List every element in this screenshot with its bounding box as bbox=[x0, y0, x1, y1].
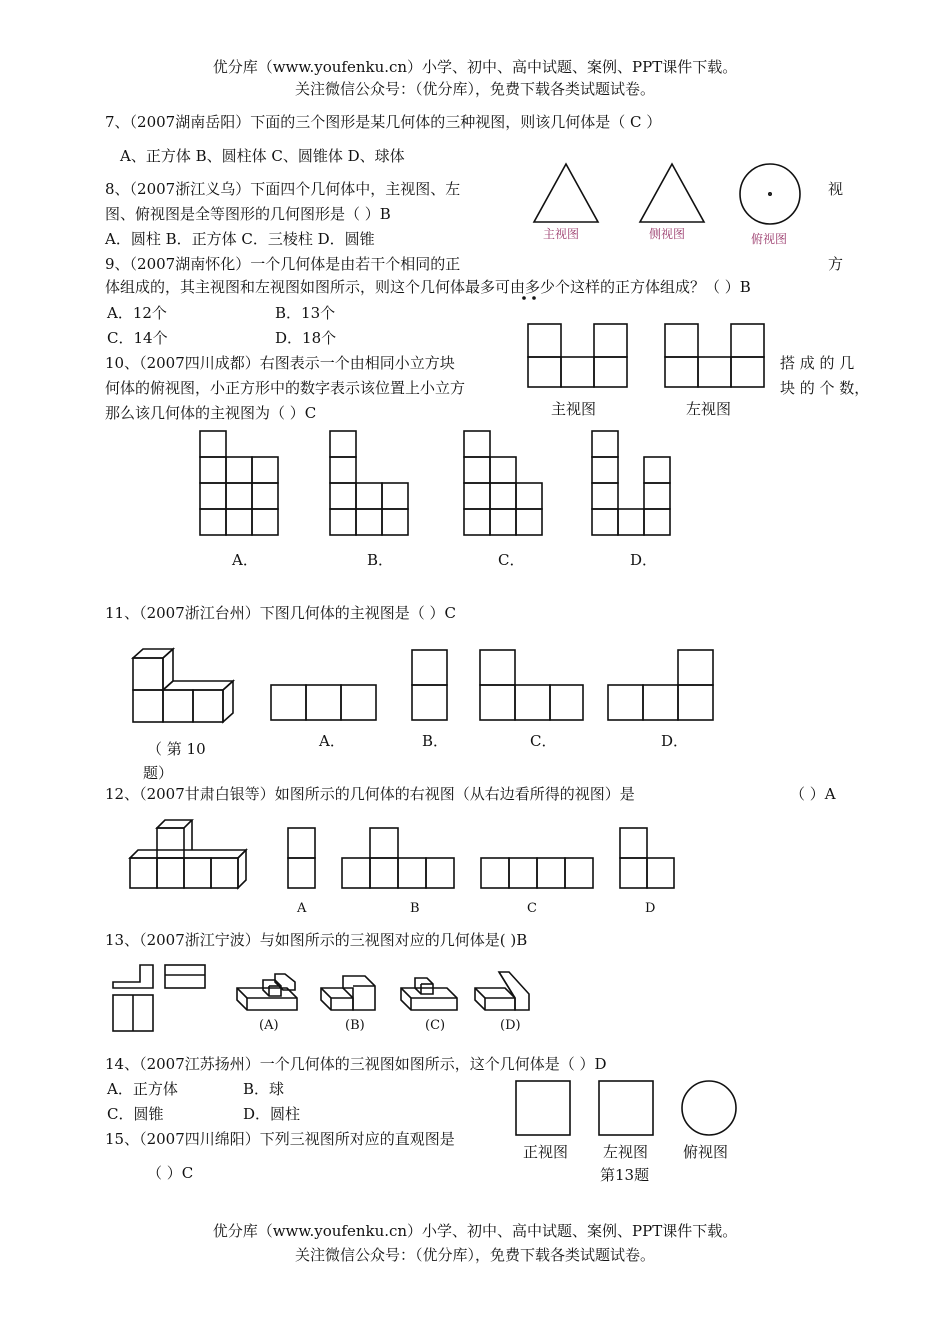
q8-label-side: 侧视图 bbox=[649, 227, 686, 241]
q11-figure bbox=[125, 645, 725, 730]
q10-line-1-end: 搭 成 的 几 bbox=[780, 354, 855, 372]
top-view-center-dot bbox=[769, 193, 771, 195]
q12-option-d-label: D bbox=[645, 901, 656, 916]
q9-option-a: A．12个 bbox=[107, 304, 167, 322]
header-line-1: 优分库（www.youfenku.cn）小学、初中、高中试题、案例、PPT课件下载。 bbox=[212, 58, 738, 76]
q14-left-view bbox=[599, 1081, 653, 1135]
q14-option-a: A．正方体 bbox=[107, 1080, 178, 1098]
footer-line-2: 关注微信公众号：（优分库），免费下载各类试题试卷。 bbox=[294, 1246, 655, 1264]
q10-line-1: 10、（2007四川成都）右图表示一个由相同小立方块 bbox=[105, 354, 455, 372]
side-view-triangle bbox=[640, 164, 704, 222]
q11-caption-line-1: （ 第 10 bbox=[147, 740, 206, 758]
q13-option-b-solid bbox=[321, 976, 375, 1010]
q7-three-views-figure bbox=[530, 160, 810, 230]
q11-option-c-view bbox=[480, 650, 583, 720]
q13-option-b-label: (B) bbox=[345, 1018, 365, 1033]
q12-figure bbox=[125, 815, 685, 895]
q14-option-d: D．圆柱 bbox=[243, 1105, 301, 1123]
q12-option-c-label: C bbox=[527, 901, 537, 916]
q12-option-b-view bbox=[342, 828, 454, 888]
q13-figure bbox=[105, 960, 545, 1035]
q8-line-1: 8、（2007浙江义乌）下面四个几何体中，主视图、左 bbox=[105, 180, 461, 198]
footer-line-1: 优分库（www.youfenku.cn）小学、初中、高中试题、案例、PPT课件下载。 bbox=[212, 1222, 738, 1240]
q14-label-front: 正视图 bbox=[523, 1143, 569, 1161]
q9-line-1-end: 方 bbox=[828, 255, 844, 273]
q10-option-c-label: C． bbox=[498, 551, 525, 569]
top-view-circle bbox=[740, 164, 800, 224]
q8-line-2: 图、俯视图是全等图形的几何图形是（ ）B bbox=[105, 205, 391, 223]
q8-label-front: 主视图 bbox=[543, 227, 580, 241]
q8-options: A．圆柱 B．正方体 C．三棱柱 D．圆锥 bbox=[105, 230, 375, 248]
header-line-2: 关注微信公众号：（优分库），免费下载各类试题试卷。 bbox=[294, 80, 655, 98]
q9-option-b: B．13个 bbox=[275, 304, 336, 322]
q8-line-1-end: 视 bbox=[828, 180, 844, 198]
q8-label-top: 俯视图 bbox=[751, 232, 788, 246]
q9-front-view bbox=[528, 324, 627, 387]
q9-option-d: D．18个 bbox=[275, 329, 337, 347]
q14-top-view bbox=[682, 1081, 736, 1135]
q10-line-2: 何体的俯视图，小正方形中的数字表示该位置上小立方 bbox=[105, 379, 466, 397]
q9-label-front: 主视图 bbox=[551, 400, 597, 418]
q14-label-top: 俯视图 bbox=[683, 1143, 729, 1161]
q11-option-c-label: C． bbox=[530, 732, 557, 750]
q12-option-a-label: A bbox=[297, 901, 307, 916]
q11-option-a-label: A． bbox=[319, 732, 345, 750]
q7-stem: 7、（2007湖南岳阳）下面的三个图形是某几何体的三种视图，则该几何体是（ C ） bbox=[105, 113, 662, 131]
q13-option-a-label: (A) bbox=[259, 1018, 279, 1033]
q14-views-figure bbox=[510, 1075, 750, 1145]
q12-solid bbox=[130, 820, 246, 888]
q14-figure-caption: 第13题 bbox=[600, 1166, 650, 1184]
q12-option-a-view bbox=[288, 828, 315, 888]
q14-front-view bbox=[516, 1081, 570, 1135]
q11-stem: 11、（2007浙江台州）下图几何体的主视图是（ ）C bbox=[105, 604, 457, 622]
q11-option-b-view bbox=[412, 650, 447, 720]
q11-option-b-label: B． bbox=[422, 732, 449, 750]
q13-option-d-solid bbox=[475, 972, 529, 1010]
q11-option-d-view bbox=[608, 650, 713, 720]
q13-stem: 13、（2007浙江宁波）与如图所示的三视图对应的几何体是( )B bbox=[105, 931, 528, 949]
q14-option-c: C．圆锥 bbox=[107, 1105, 164, 1123]
q9-option-c: C．14个 bbox=[107, 329, 168, 347]
q11-option-d-label: D． bbox=[661, 732, 689, 750]
q10-option-d-view bbox=[592, 431, 670, 535]
q10-option-a-label: A． bbox=[232, 551, 258, 569]
q14-stem: 14、（2007江苏扬州）一个几何体的三视图如图所示，这个几何体是（ ）D bbox=[105, 1055, 607, 1073]
q13-three-views bbox=[113, 965, 205, 1031]
q11-solid bbox=[133, 649, 233, 722]
q11-caption-line-2: 题） bbox=[143, 764, 174, 782]
q13-option-c-label: (C) bbox=[425, 1018, 446, 1033]
q10-option-b-label: B． bbox=[367, 551, 394, 569]
q9-left-view bbox=[665, 324, 764, 387]
q10-options-figure bbox=[195, 425, 685, 540]
q10-option-a-view bbox=[200, 431, 278, 535]
q12-answer: （ ）A bbox=[790, 785, 836, 803]
q10-option-c-view bbox=[464, 431, 542, 535]
q10-line-3: 那么该几何体的主视图为（ ）C bbox=[105, 404, 317, 422]
q9-line-1: 9、（2007湖南怀化）一个几何体是由若干个相同的正 bbox=[105, 255, 461, 273]
q12-stem: 12、（2007甘肃白银等）如图所示的几何体的右视图（从右边看所得的视图）是 bbox=[105, 785, 635, 803]
q15-answer: （ ）C bbox=[147, 1164, 194, 1182]
q9-views-figure bbox=[510, 292, 770, 392]
q12-option-b-label: B bbox=[410, 901, 420, 916]
q9-line-2: 体组成的，其主视图和左视图如图所示，则这个几何体最多可由多少个这样的正方体组成？（ ）B bbox=[105, 278, 751, 296]
q10-line-2-end: 块 的 个 数， bbox=[780, 379, 870, 397]
q13-option-d-label: (D) bbox=[500, 1018, 521, 1033]
q13-option-a-solid bbox=[237, 974, 297, 1010]
q11-option-a-view bbox=[271, 685, 376, 720]
q15-stem: 15、（2007四川绵阳）下列三视图所对应的直观图是 bbox=[105, 1130, 455, 1148]
q9-label-left: 左视图 bbox=[686, 400, 732, 418]
q14-option-b: B．球 bbox=[243, 1080, 285, 1098]
front-view-triangle bbox=[534, 164, 598, 222]
q12-option-d-view bbox=[620, 828, 674, 888]
q13-option-c-solid bbox=[401, 978, 457, 1010]
q12-option-c-view bbox=[481, 858, 593, 888]
q10-option-d-label: D． bbox=[630, 551, 658, 569]
q10-option-b-view bbox=[330, 431, 408, 535]
q7-options: A、正方体 B、圆柱体 C、圆锥体 D、球体 bbox=[120, 147, 405, 165]
q14-label-left: 左视图 bbox=[603, 1143, 649, 1161]
